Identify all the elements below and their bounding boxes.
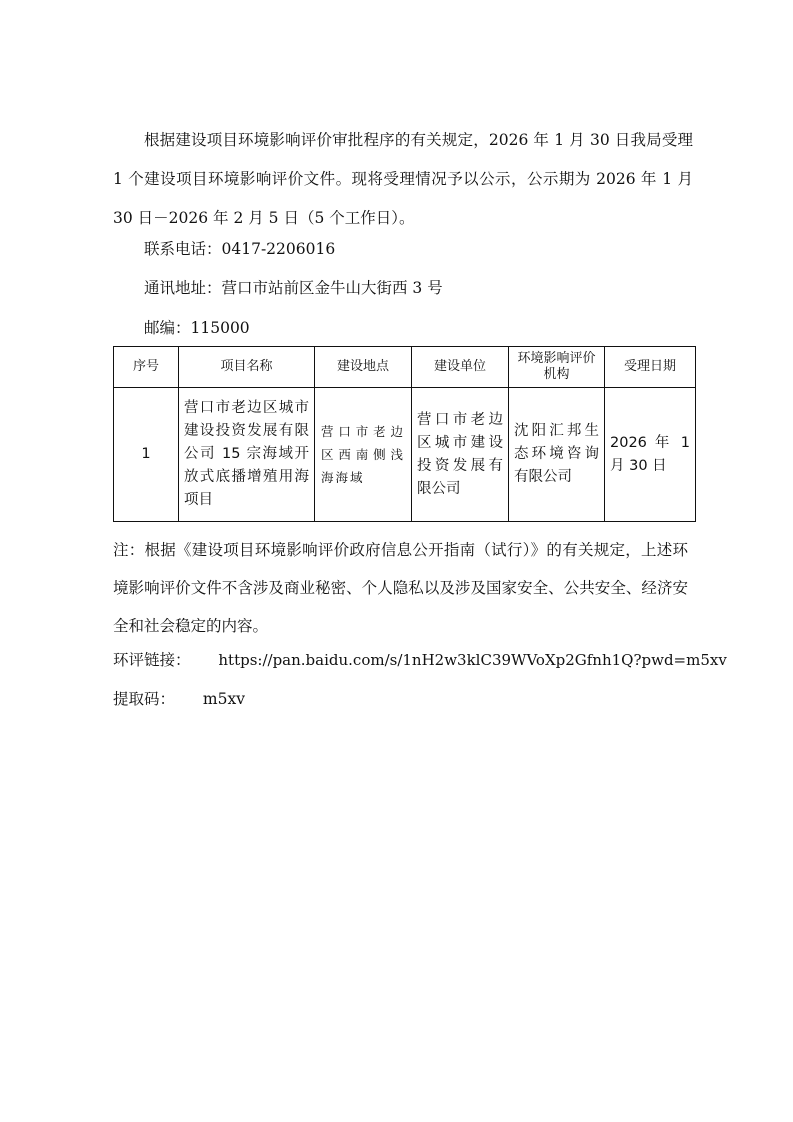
header-agency <box>509 347 605 388</box>
cell-date: 2026 年 1 月 30 日 <box>605 388 696 522</box>
code-label: 提取码： <box>113 690 176 708</box>
cell-builder: 营口市老边区城市建设投资发展有限公司 <box>412 388 509 522</box>
contact-phone: 联系电话：0417-2206016 <box>144 240 336 258</box>
link-line <box>113 650 727 670</box>
link-label: 环评链接： <box>113 651 191 669</box>
header-project-name: 项目名称 <box>179 347 315 388</box>
table-header-row <box>114 347 696 388</box>
disclaimer-note: 注：根据《建设项目环境影响评价政府信息公开指南（试行）》的有关规定，上述环境影响评价文件不含涉及商业秘密、个人隐私以及涉及国家安全、公共安全、经济安全和社会稳定的内容。 <box>113 541 688 635</box>
header-location: 建设地点 <box>315 347 412 388</box>
cell-project-name: 营口市老边区城市建设投资发展有限公司 15 宗海域开放式底播增殖用海项目 <box>179 388 315 522</box>
project-table <box>113 346 696 522</box>
cell-location: 营口市老边区西南侧浅海海域 <box>315 388 412 522</box>
intro-paragraph: 根据建设项目环境影响评价审批程序的有关规定，2026 年 1 月 30 日我局受理 1 个建设项目环境影响评价文件。现将受理情况予以公示，公示期为 2026 年 1 月 30 日－2026 年 2 月 5 日（5 个工作日）。 <box>113 131 693 227</box>
download-link[interactable]: https://pan.baidu.com/s/1nH2w3klC39WVoXp2Gfnh1Q?pwd=m5xv <box>218 651 727 669</box>
cell-agency: 沈阳汇邦生态环境咨询有限公司 <box>509 388 605 522</box>
header-index: 序号 <box>114 347 179 388</box>
mailing-address: 通讯地址：营口市站前区金牛山大街西 3 号 <box>144 279 443 297</box>
code-line <box>113 689 245 709</box>
table-row <box>114 388 696 522</box>
postal-code: 邮编：115000 <box>144 319 250 337</box>
cell-index: 1 <box>114 388 179 522</box>
code-value: m5xv <box>202 690 245 708</box>
header-date: 受理日期 <box>605 347 696 388</box>
header-builder: 建设单位 <box>412 347 509 388</box>
header-agency-label: 环境影响评价机构 <box>517 351 596 382</box>
